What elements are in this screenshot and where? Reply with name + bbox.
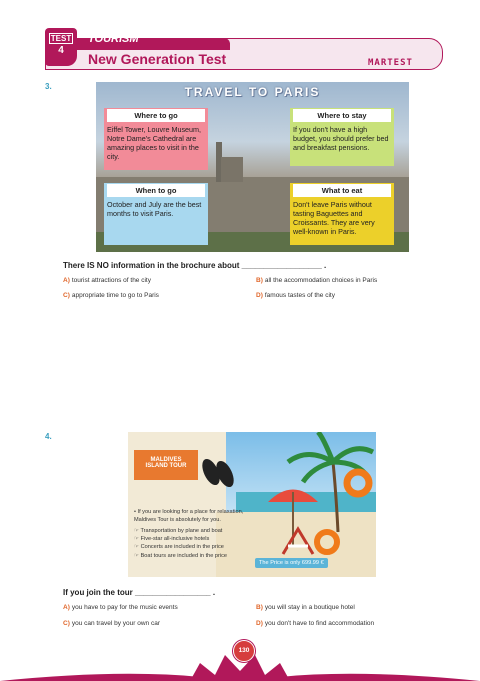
feature-text: Concerts are included in the price [140,544,224,551]
card-where-to-stay [290,108,394,166]
option-letter: B) [256,277,263,284]
ad-text [134,508,264,560]
option-b[interactable] [256,277,377,284]
option-text: you have to pay for the music events [71,604,178,611]
option-b[interactable] [256,604,355,611]
question-4-stem: If you join the tour _________________ . [63,588,216,597]
question-4-number: 4. [45,432,52,441]
card-text: Eiffel Tower, Louvre Museum, Notre Dame's Cathedral are amazing places to visit in the city. [107,125,202,162]
option-c[interactable] [63,292,159,299]
option-text: you will stay in a boutique hotel [264,604,355,611]
ad-intro: • If you are looking for a place for relaxation, Maldives Tour is absolutely for you. [134,509,244,524]
option-text: appropriate time to go to Paris [71,292,159,299]
option-letter: C) [63,292,70,299]
card-title: Where to stay [293,109,391,122]
feature-item [134,543,264,551]
feature-item [134,535,264,543]
brochure-title: TRAVEL TO PARIS [184,85,321,99]
option-a[interactable] [63,277,151,284]
option-d[interactable] [256,620,374,627]
swim-ring-icon [343,468,373,498]
pointing-hand-icon: ☞ [134,552,140,559]
price-tag: The Price is only 699.99 € [255,558,328,568]
option-c[interactable] [63,620,160,627]
option-letter: B) [256,604,263,611]
feature-text: Transportation by plane and boat [140,528,223,535]
question-3-number: 3. [45,82,52,91]
option-text: you don't have to find accommodation [264,620,375,627]
option-text: tourist attractions of the city [71,277,151,284]
option-letter: D) [256,620,263,627]
card-text: October and July are the best months to visit Paris. [107,200,202,219]
feature-item [134,552,264,560]
unit-title: TOURISM [88,33,139,45]
card-text: Don't leave Paris without tasting Baguettes and Croissants. They are very well-known in Paris. [293,200,375,237]
pointing-hand-icon: ☞ [134,528,140,535]
swim-ring-icon-2 [313,528,341,556]
option-letter: D) [256,292,263,299]
option-text: you can travel by your own car [71,620,161,627]
card-title: What to eat [293,184,391,197]
option-letter: A) [63,604,70,611]
brand-logo: MARTEST [368,58,413,68]
maldives-badge [134,450,198,480]
option-letter: C) [63,620,70,627]
test-badge [45,28,77,66]
option-text: all the accommodation choices in Paris [264,277,378,284]
test-label: TEST [50,34,72,43]
pointing-hand-icon: ☞ [134,536,140,543]
option-d[interactable] [256,292,335,299]
option-text: famous tastes of the city [264,292,335,299]
question-3-stem: There IS NO information in the brochure about __________________ . [63,261,327,270]
maldives-ad-image [128,432,376,577]
beach-chair-icon [278,524,318,559]
feature-item [134,527,264,535]
feature-text: Boat tours are included in the price [140,552,228,559]
pointing-hand-icon: ☞ [134,544,140,551]
feature-text: Five-star all-inclusive hotels [140,536,210,543]
option-letter: A) [63,277,70,284]
card-where-to-go [104,108,208,170]
test-number: 4 [58,45,64,56]
badge-line-2: ISLAND TOUR [145,463,187,469]
page-title: New Generation Test [88,51,227,67]
page-number: 130 [233,640,255,662]
badge-line-1: MALDIVES [150,457,182,463]
card-text: If you don't have a high budget, you should prefer bed and breakfast pensions. [293,125,389,153]
flip-flops-icon [200,454,236,490]
card-what-to-eat [290,183,394,245]
card-title: Where to go [107,109,205,122]
card-when-to-go [104,183,208,245]
option-a[interactable] [63,604,178,611]
card-title: When to go [107,184,205,197]
